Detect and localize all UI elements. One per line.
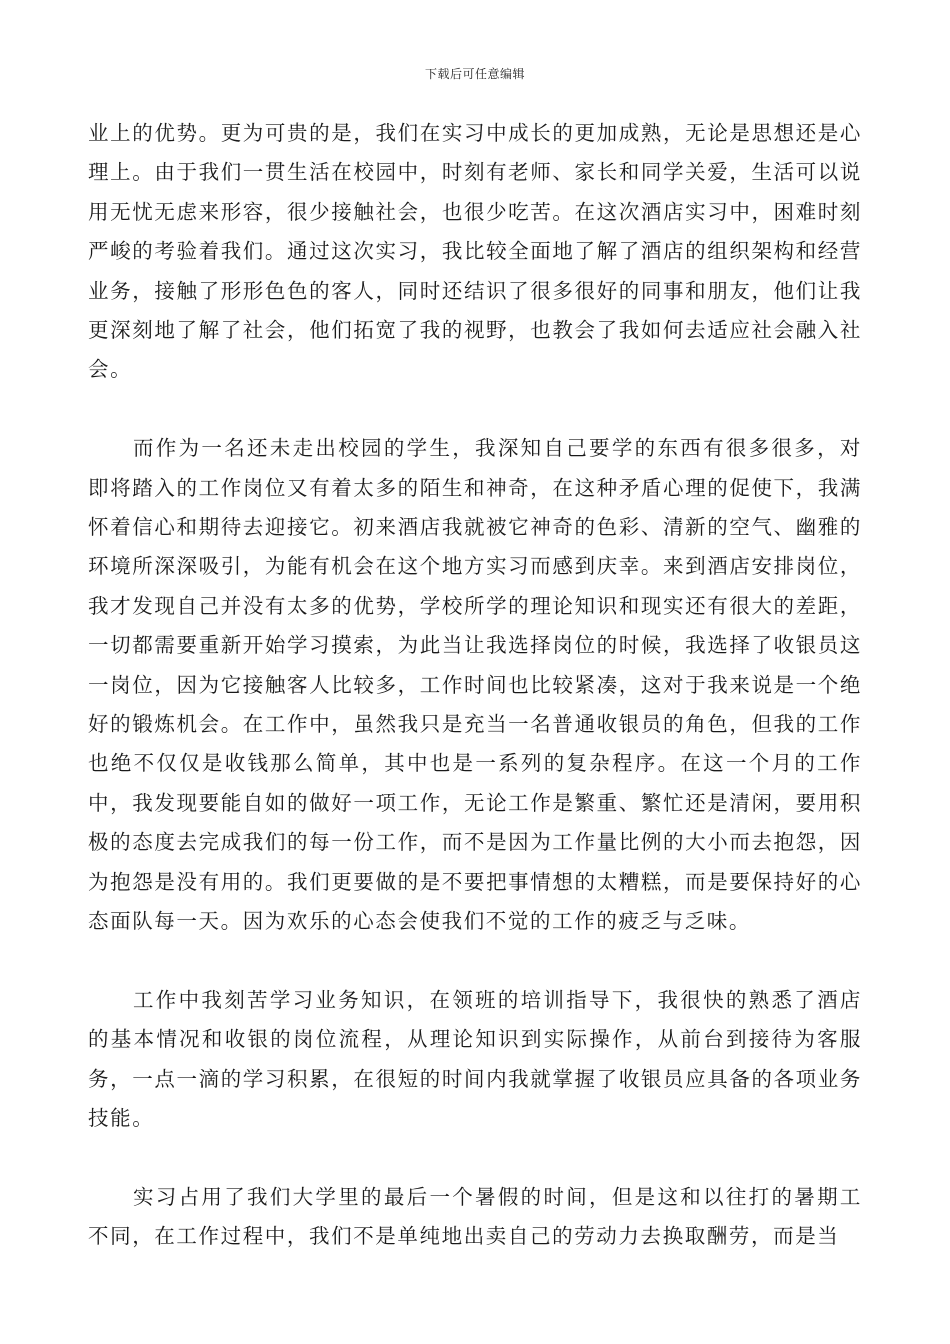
paragraph-4: 实习占用了我们大学里的最后一个暑假的时间，但是这和以往打的暑期工不同，在工作过程中，我们不是单纯地出卖自己的劳动力去换取酬劳，而是当	[88, 1184, 862, 1249]
paragraph-3: 工作中我刻苦学习业务知识，在领班的培训指导下，我很快的熟悉了酒店的基本情况和收银的岗位流程，从理论知识到实际操作，从前台到接待为客服务，一点一滴的学习积累，在很短的时间内我就掌握了收银员应具备的各项业务技能。	[88, 987, 862, 1131]
paragraph-2: 而作为一名还未走出校园的学生，我深知自己要学的东西有很多很多，对即将踏入的工作岗位又有着太多的陌生和神奇，在这种矛盾心理的促使下，我满怀着信心和期待去迎接它。初来酒店我就被它神奇的色彩、清新的空气、幽雅的环境所深深吸引，为能有机会在这个地方实习而感到庆幸。来到酒店安排岗位，我才发现自己并没有太多的优势，学校所学的理论知识和现实还有很大的差距，一切都需要重新开始学习摸索，为此当让我选择岗位的时候，我选择了收银员这一岗位，因为它接触客人比较多，工作时间也比较紧凑，这对于我来说是一个绝好的锻炼机会。在工作中，虽然我只是充当一名普通收银员的角色，但我的工作也绝不仅仅是收钱那么简单，其中也是一系列的复杂程序。在这一个月的工作中，我发现要能自如的做好一项工作，无论工作是繁重、繁忙还是清闲，要用积极的态度去完成我们的每一份工作，而不是因为工作量比例的大小而去抱怨，因为抱怨是没有用的。我们更要做的是不要把事情想的太糟糕，而是要保持好的心态面队每一天。因为欢乐的心态会使我们不觉的工作的疲乏与乏味。	[88, 436, 862, 934]
document-body	[88, 114, 862, 1257]
paragraph-1: 业上的优势。更为可贵的是，我们在实习中成长的更加成熟，无论是思想还是心理上。由于我们一贯生活在校园中，时刻有老师、家长和同学关爱，生活可以说用无忧无虑来形容，很少接触社会，也很少吃苦。在这次酒店实习中，困难时刻严峻的考验着我们。通过这次实习，我比较全面地了解了酒店的组织架构和经营业务，接触了形形色色的客人，同时还结识了很多很好的同事和朋友，他们让我更深刻地了解了社会，他们拓宽了我的视野，也教会了我如何去适应社会融入社会。	[88, 121, 862, 382]
page-header: 下载后可任意编辑	[424, 67, 525, 81]
